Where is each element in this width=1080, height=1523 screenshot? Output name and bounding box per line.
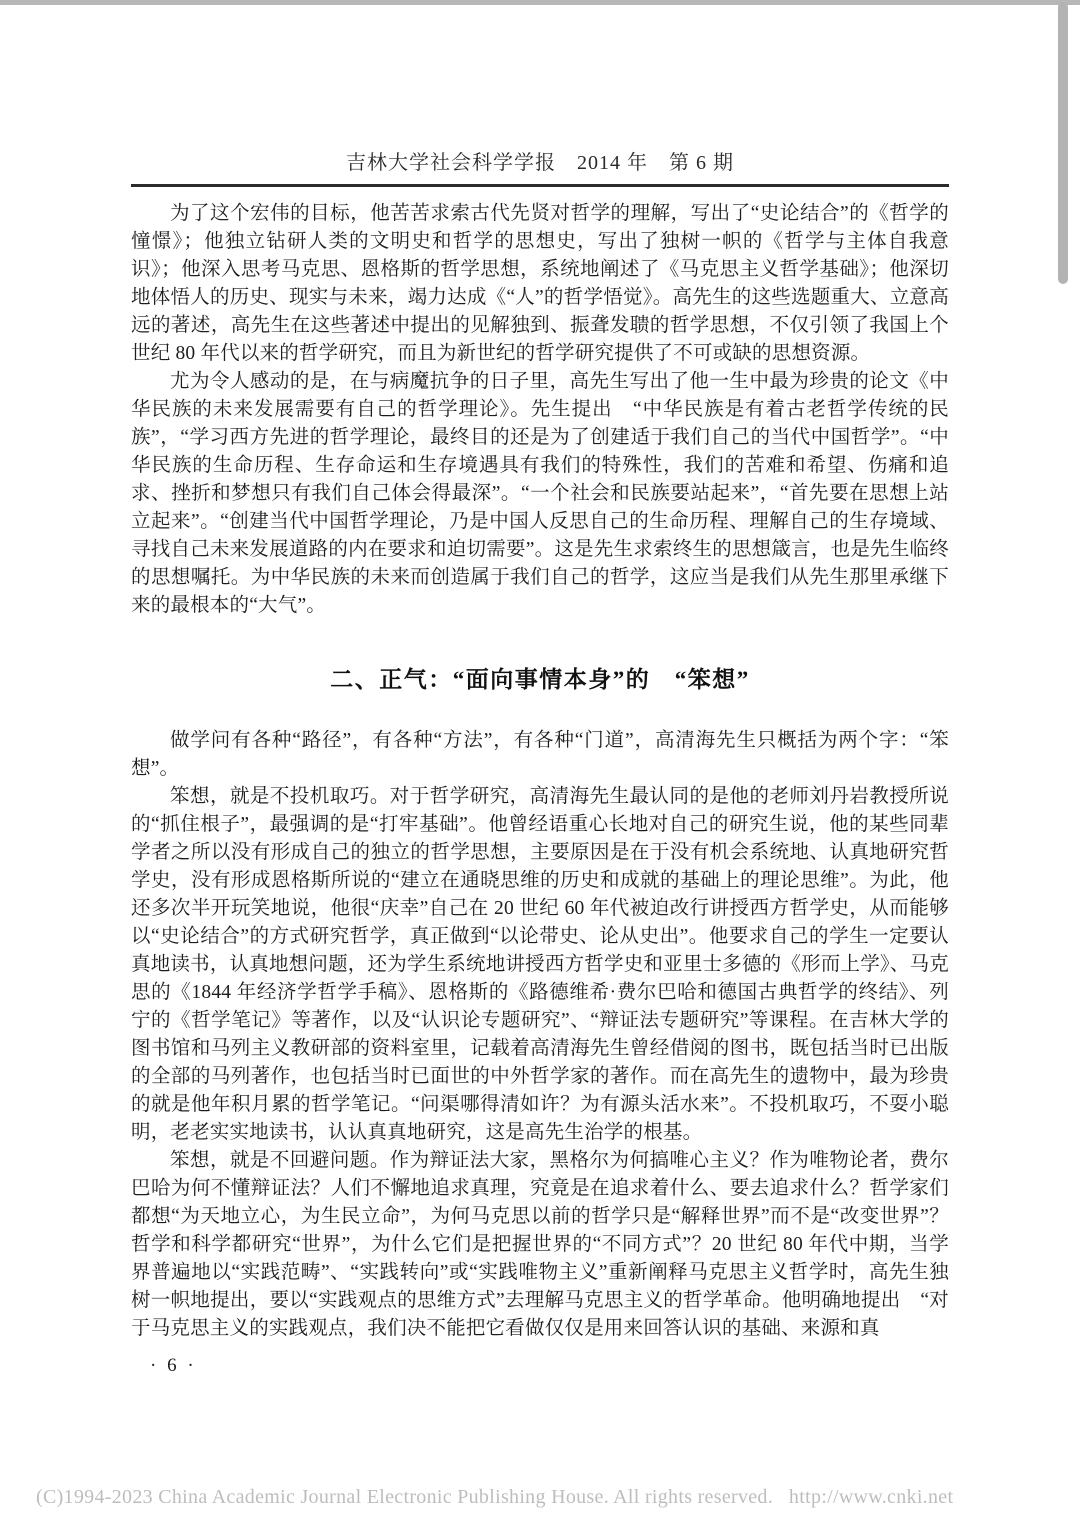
header-rule <box>131 184 949 187</box>
copyright-footer: (C)1994-2023 China Academic Journal Electronic Publishing House. All rights reserved. http://www.cnki.net <box>36 1486 954 1508</box>
paragraph-3: 做学问有各种“路径”，有各种“方法”，有各种“门道”，高清海先生只概括为两个字：“笨想”。 <box>131 730 949 779</box>
section-heading: 二、正气：“面向事情本身”的 “笨想” <box>330 667 750 692</box>
document-page <box>131 146 949 1377</box>
paragraph-1: 为了这个宏伟的目标，他苦苦求索古代先贤对哲学的理解，写出了“史论结合”的《哲学的憧憬》；他独立钻研人类的文明史和哲学的思想史，写出了独树一帜的《哲学与主体自我意识》；他深入思考马克思、恩格斯的哲学思想，系统地阐述了《马克思主义哲学基础》；他深切地体悟人的历史、现实与未来，竭力达成《“人”的哲学悟觉》。高先生的这些选题重大、立意高远的著述，高先生在这些著述中提出的见解独到、振聋发聩的哲学思想，不仅引领了我国上个世纪 80 年代以来的哲学研究，而且为新世纪的哲学研究提供了不可或缺的思想资源。 <box>131 203 949 364</box>
paragraph-5: 笨想，就是不回避问题。作为辩证法大家，黑格尔为何搞唯心主义？作为唯物论者，费尔巴哈为何不懂辩证法？人们不懈地追求真理，究竟是在追求着什么、要去追求什么？哲学家们都想“为天地立心，为生民立命”，为何马克思以前的哲学只是“解释世界”而不是“改变世界”？哲学和科学都研究“世界”，为什么它们是把握世界的“不同方式”？20 世纪 80 年代中期，当学界普遍地以“实践范畴”、“实践转向”或“实践唯物主义”重新阐释马克思主义哲学时，高先生独树一帜地提出，要以“实践观点的思维方式”去理解马克思主义的哲学革命。他明确地提出 “对于马克思主义的实践观点，我们决不能把它看做仅仅是用来回答认识的基础、来源和真 <box>131 1150 949 1339</box>
window-top-edge <box>0 0 1080 5</box>
page-number: · 6 · <box>150 1355 197 1376</box>
scrollbar-thumb[interactable] <box>1058 2 1068 284</box>
paragraph-4: 笨想，就是不投机取巧。对于哲学研究，高清海先生最认同的是他的老师刘丹岩教授所说的“抓住根子”，最强调的是“打牢基础”。他曾经语重心长地对自己的研究生说，他的某些同辈学者之所以没有形成自己的独立的哲学思想，主要原因是在于没有机会系统地、认真地研究哲学史，没有形成恩格斯所说的“建立在通晓思维的历史和成就的基础上的理论思维”。为此，他还多次半开玩笑地说，他很“庆幸”自己在 20 世纪 60 年代被迫改行讲授西方哲学史，从而能够以“史论结合”的方式研究哲学，真正做到“以论带史、论从史出”。他要求自己的学生一定要认真地读书，认真地想问题，还为学生系统地讲授西方哲学史和亚里士多德的《形而上学》、马克思的《1844 年经济学哲学手稿》、恩格斯的《路德维希·费尔巴哈和德国古典哲学的终结》、列宁的《哲学笔记》等著作，以及“认识论专题研究”、“辩证法专题研究”等课程。在吉林大学的图书馆和马列主义教研部的资料室里，记载着高清海先生曾经借阅的图书，既包括当时已出版的全部的马列著作，也包括当时已面世的中外哲学家的著作。而在高先生的遗物中，最为珍贵的就是他年积月累的哲学笔记。“问渠哪得清如许？为有源头活水来”。不投机取巧，不耍小聪明，老老实实地读书，认认真真地研究，这是高先生治学的根基。 <box>131 786 949 1143</box>
paragraph-2: 尤为令人感动的是，在与病魔抗争的日子里，高先生写出了他一生中最为珍贵的论文《中华民族的未来发展需要有自己的哲学理论》。先生提出 “中华民族是有着古老哲学传统的民族”，“学习西方先进的哲学理论，最终目的还是为了创建适于我们自己的当代中国哲学”。“中华民族的生命历程、生存命运和生存境遇具有我们的特殊性，我们的苦难和希望、伤痛和追求、挫折和梦想只有我们自己体会得最深”。“一个社会和民族要站起来”，“首先要在思想上站立起来”。“创建当代中国哲学理论，乃是中国人反思自己的生命历程、理解自己的生存境域、寻找自己未来发展道路的内在要求和迫切需要”。这是先生求索终生的思想箴言，也是先生临终的思想嘱托。为中华民族的未来而创造属于我们自己的哲学，这应当是我们从先生那里承继下来的最根本的“大气”。 <box>131 371 949 616</box>
journal-header: 吉林大学社会科学学报 2014 年 第 6 期 <box>346 152 734 174</box>
